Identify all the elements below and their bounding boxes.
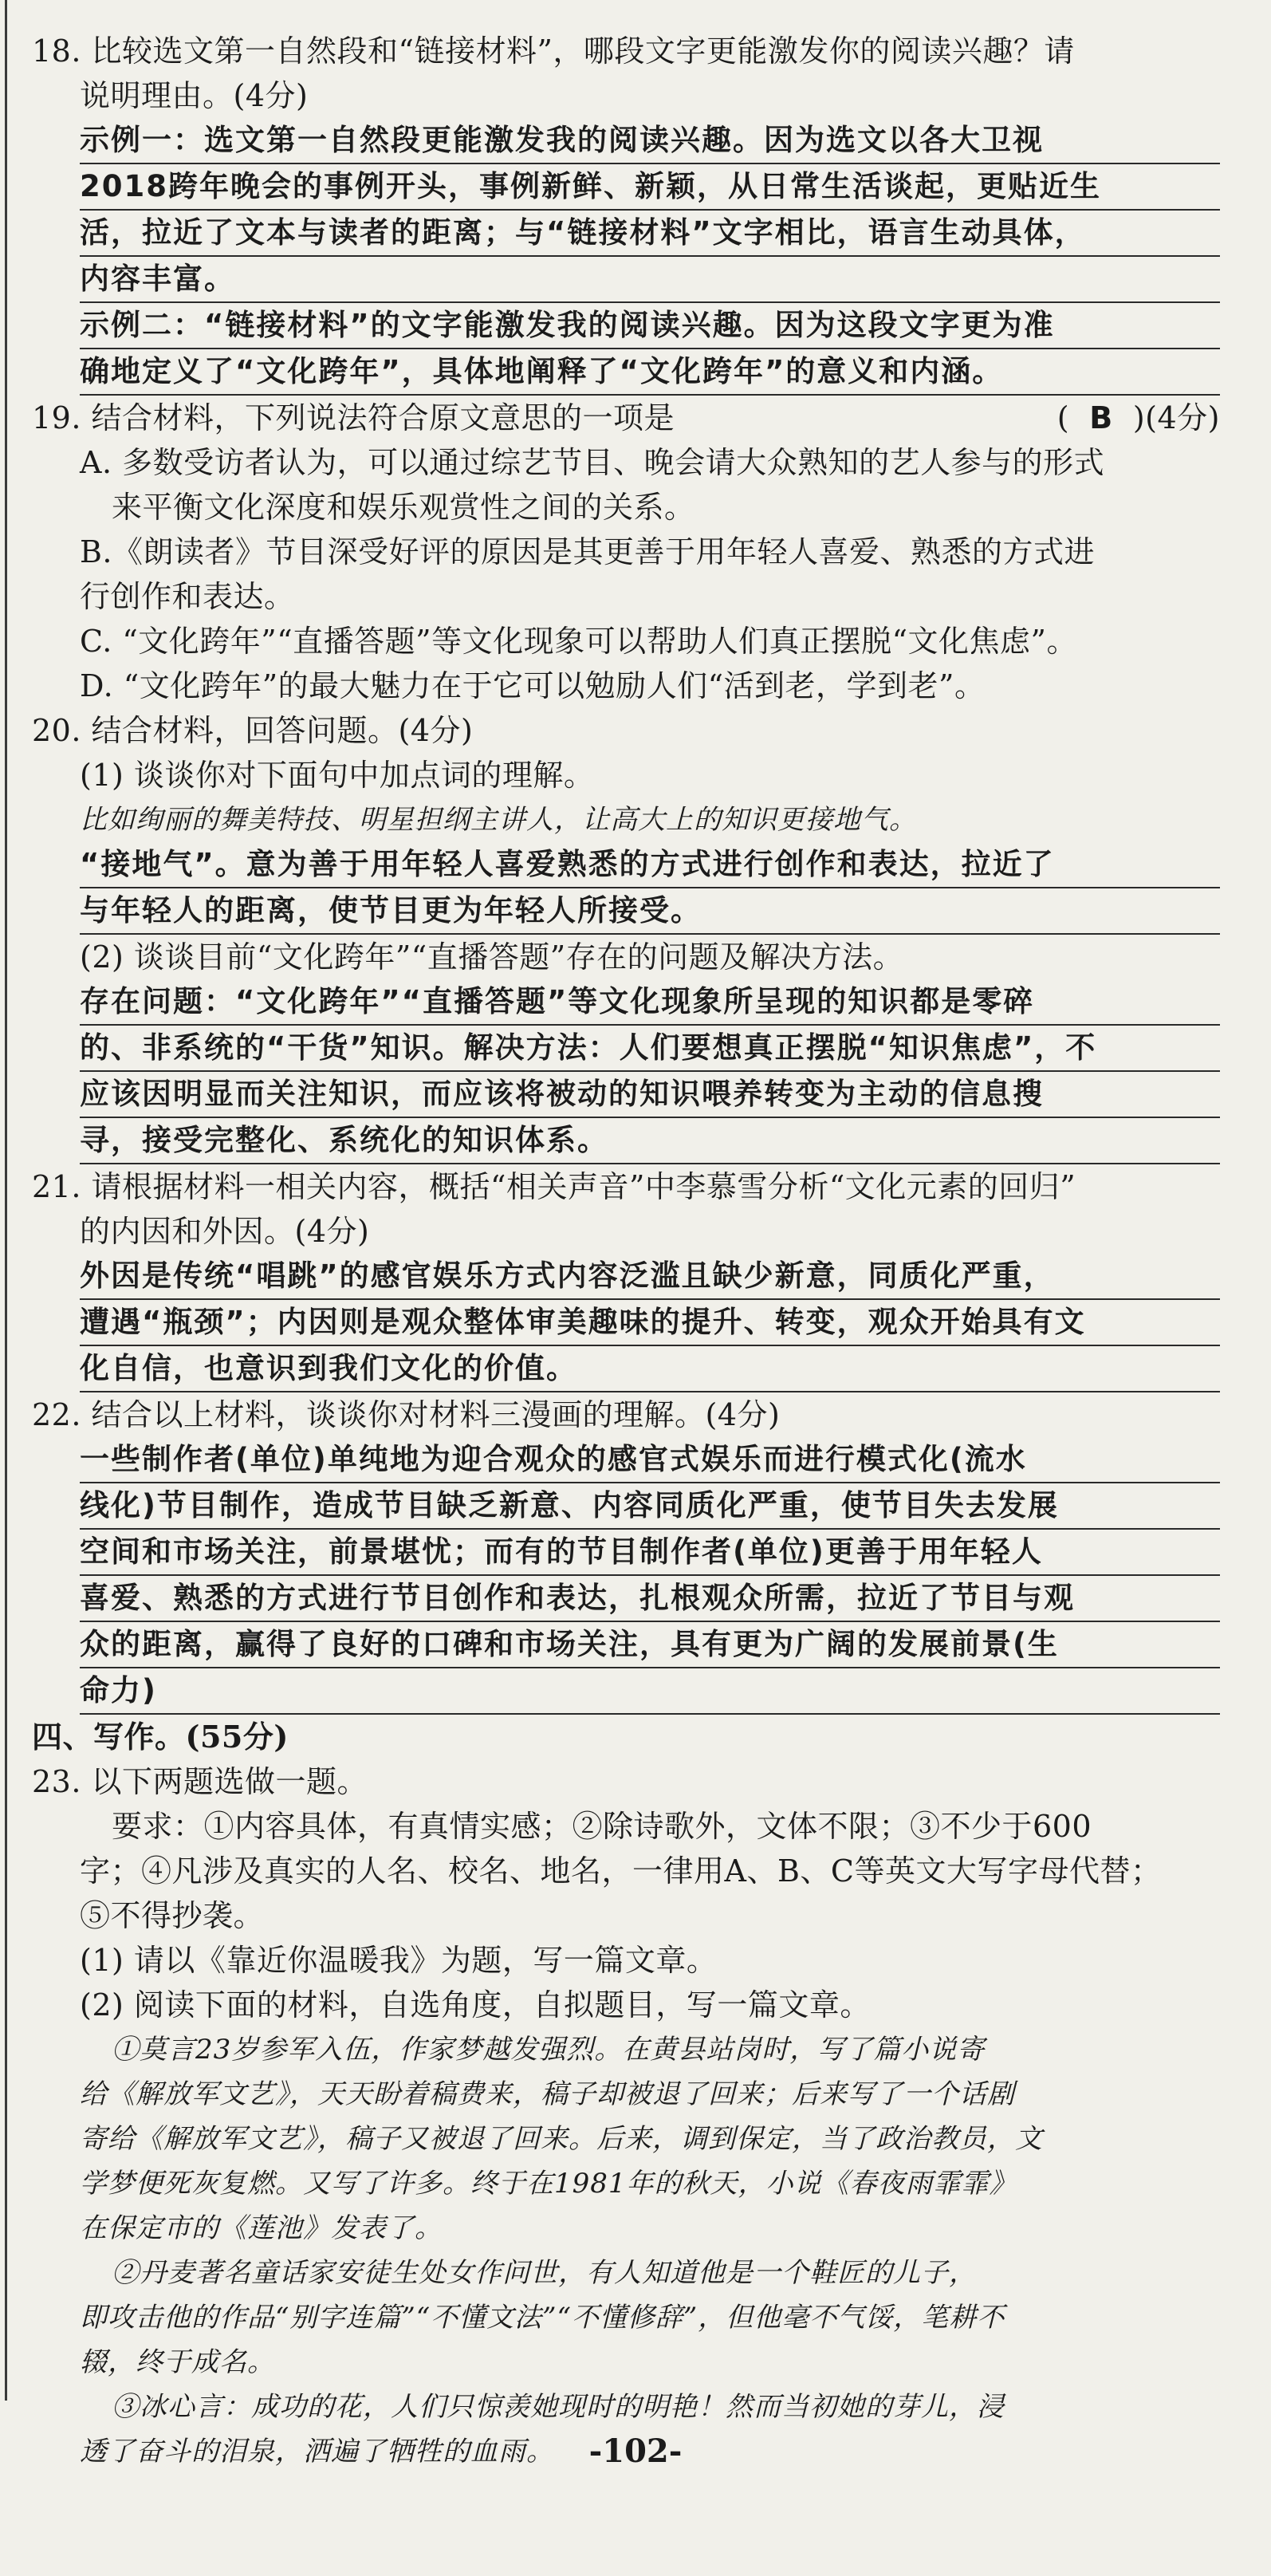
q21-answer bbox=[32, 1254, 1220, 1392]
q23-option-1: (1) 请以《靠近你温暖我》为题，写一篇文章。 bbox=[80, 1943, 718, 1978]
q23-requirement-line: 要求：①内容具体，有真情实感；②除诗歌外，文体不限；③不少于600 bbox=[112, 1809, 1092, 1844]
q21-stem-line-1: 21. 请根据材料一相关内容，概括“相关声音”中李慕雪分析“文化元素的回归” bbox=[32, 1169, 1076, 1204]
q18-answer-line: 内容丰富。 bbox=[80, 257, 1220, 303]
q20-stem: 20. 结合材料，回答问题。(4分) bbox=[32, 713, 474, 748]
material-line: 即攻击他的作品“别字连篇”“不懂文法”“不懂修辞”，但他毫不气馁，笔耕不 bbox=[80, 2302, 1005, 2334]
q22-answer bbox=[32, 1437, 1220, 1715]
q19-option-b-cont: 行创作和表达。 bbox=[80, 579, 295, 614]
q18-answer-line: 活，拉近了文本与读者的距离；与“链接材料”文字相比，语言生动具体， bbox=[80, 211, 1220, 257]
material-line: ③冰心言：成功的花，人们只惊羡她现时的明艳！然而当初她的芽儿，浸 bbox=[112, 2391, 1005, 2423]
question-19 bbox=[32, 396, 1220, 708]
q22-answer-line: 喜爱、熟悉的方式进行节目创作和表达，扎根观众所需，拉近了节目与观 bbox=[80, 1576, 1220, 1622]
q22-answer-line: 众的距离，赢得了良好的口碑和市场关注，具有更为广阔的发展前景(生 bbox=[80, 1622, 1220, 1668]
q20-answer2-line: 的、非系统的“干货”知识。解决方法：人们要想真正摆脱“知识焦虑”，不 bbox=[80, 1026, 1220, 1072]
left-margin-rule bbox=[5, 0, 7, 2401]
material-line: 辍，终于成名。 bbox=[80, 2346, 275, 2378]
q20-sub1: (1) 谈谈你对下面句中加点词的理解。 bbox=[80, 758, 595, 793]
question-21 bbox=[32, 1164, 1220, 1392]
q18-stem-line-2: 说明理由。(4分) bbox=[80, 78, 309, 113]
q19-answer: B bbox=[1089, 400, 1113, 435]
q23-requirement-line: ⑤不得抄袭。 bbox=[80, 1898, 265, 1933]
question-22 bbox=[32, 1392, 1220, 1715]
q20-answer-1 bbox=[32, 842, 1220, 935]
question-18 bbox=[32, 29, 1220, 396]
q22-answer-line: 空间和市场关注，前景堪忧；而有的节目制作者(单位)更善于用年轻人 bbox=[80, 1530, 1220, 1576]
material-line: ①莫言23岁参军入伍，作家梦越发强烈。在黄县站岗时，写了篇小说寄 bbox=[112, 2034, 986, 2066]
q20-answer-2 bbox=[32, 979, 1220, 1164]
q20-answer1-line: “接地气”。意为善于用年轻人喜爱熟悉的方式进行创作和表达，拉近了 bbox=[80, 842, 1220, 888]
q21-answer-line: 化自信，也意识到我们文化的价值。 bbox=[80, 1346, 1220, 1392]
question-20 bbox=[32, 708, 1220, 1164]
q18-answer bbox=[32, 118, 1220, 396]
q19-option-a-cont: 来平衡文化深度和娱乐观赏性之间的关系。 bbox=[112, 490, 695, 525]
q20-answer2-line: 寻，接受完整化、系统化的知识体系。 bbox=[80, 1118, 1220, 1164]
q19-score: (4分) bbox=[1145, 400, 1220, 435]
q18-answer-line: 示例二：“链接材料”的文字能激发我的阅读兴趣。因为这段文字更为准 bbox=[80, 303, 1220, 349]
q19-option-b: B.《朗读者》节目深受好评的原因是其更善于用年轻人喜爱、熟悉的方式进 bbox=[80, 534, 1096, 569]
q18-answer-line: 2018跨年晚会的事例开头，事例新鲜、新颖，从日常生活谈起，更贴近生 bbox=[80, 164, 1220, 211]
q19-option-a: A. 多数受访者认为，可以通过综艺节目、晚会请大众熟知的艺人参与的形式 bbox=[80, 445, 1105, 480]
q18-answer-line: 示例一：选文第一自然段更能激发我的阅读兴趣。因为选文以各大卫视 bbox=[80, 118, 1220, 164]
section-heading-writing: 四、写作。(55分) bbox=[32, 1719, 289, 1755]
page-number: -102- bbox=[588, 2432, 683, 2470]
q21-answer-line: 遭遇“瓶颈”；内因则是观众整体审美趣味的提升、转变，观众开始具有文 bbox=[80, 1300, 1220, 1346]
q20-sub2: (2) 谈谈目前“文化跨年”“直播答题”存在的问题及解决方法。 bbox=[80, 939, 904, 975]
q19-stem: 19. 结合材料，下列说法符合原文意思的一项是 bbox=[32, 400, 675, 435]
q22-answer-line: 命力) bbox=[80, 1668, 1220, 1715]
material-line: ②丹麦著名童话家安徒生处女作问世，有人知道他是一个鞋匠的儿子， bbox=[112, 2257, 977, 2289]
question-23 bbox=[32, 1759, 1220, 2474]
q20-quote: 比如绚丽的舞美特技、明星担纲主讲人，让高大上的知识更接地气。 bbox=[80, 804, 917, 836]
material-line: 给《解放军文艺》，天天盼着稿费来，稿子却被退了回来；后来写了一个话剧 bbox=[80, 2078, 1015, 2110]
q23-option-2: (2) 阅读下面的材料，自选角度，自拟题目，写一篇文章。 bbox=[80, 1987, 871, 2023]
q18-answer-line: 确地定义了“文化跨年”，具体地阐释了“文化跨年”的意义和内涵。 bbox=[80, 349, 1220, 396]
q20-answer2-line: 应该因明显而关注知识，而应该将被动的知识喂养转变为主动的信息搜 bbox=[80, 1072, 1220, 1118]
material-line: 寄给《解放军文艺》，稿子又被退了回来。后来，调到保定，当了政治教员，文 bbox=[80, 2123, 1043, 2155]
q19-stem-row bbox=[32, 396, 1220, 440]
q19-option-d: D. “文化跨年”的最大魅力在于它可以勉励人们“活到老，学到老”。 bbox=[80, 668, 986, 703]
q22-answer-line: 线化)节目制作，造成节目缺乏新意、内容同质化严重，使节目失去发展 bbox=[80, 1483, 1220, 1530]
material-line: 透了奋斗的泪泉，洒遍了牺牲的血雨。 bbox=[80, 2436, 554, 2468]
material-line: 学梦便死灰复燃。又写了许多。终于在1981年的秋天，小说《春夜雨霏霏》 bbox=[80, 2168, 1017, 2200]
q23-requirement-line: 字；④凡涉及真实的人名、校名、地名，一律用A、B、C等英文大写字母代替； bbox=[80, 1853, 1162, 1889]
q23-material-1 bbox=[32, 2027, 1220, 2251]
q21-answer-line: 外因是传统“唱跳”的感官娱乐方式内容泛滥且缺少新意，同质化严重， bbox=[80, 1254, 1220, 1300]
q22-stem: 22. 结合以上材料，谈谈你对材料三漫画的理解。(4分) bbox=[32, 1397, 781, 1432]
q19-option-c: C. “文化跨年”“直播答题”等文化现象可以帮助人们真正摆脱“文化焦虑”。 bbox=[80, 624, 1077, 659]
material-line: 在保定市的《莲池》发表了。 bbox=[80, 2212, 443, 2244]
q19-answer-box: ( B )(4分) bbox=[1057, 400, 1220, 435]
q23-stem: 23. 以下两题选做一题。 bbox=[32, 1764, 368, 1799]
q23-material-2 bbox=[32, 2251, 1220, 2385]
q18-stem-line-1: 18. 比较选文第一自然段和“链接材料”，哪段文字更能激发你的阅读兴趣？请 bbox=[32, 33, 1075, 69]
exam-page bbox=[32, 29, 1220, 2474]
q22-answer-line: 一些制作者(单位)单纯地为迎合观众的感官式娱乐而进行模式化(流水 bbox=[80, 1437, 1220, 1483]
q20-answer1-line: 与年轻人的距离，使节目更为年轻人所接受。 bbox=[80, 888, 1220, 935]
q20-answer2-line: 存在问题：“文化跨年”“直播答题”等文化现象所呈现的知识都是零碎 bbox=[80, 979, 1220, 1026]
q21-stem-line-2: 的内因和外因。(4分) bbox=[80, 1214, 370, 1249]
